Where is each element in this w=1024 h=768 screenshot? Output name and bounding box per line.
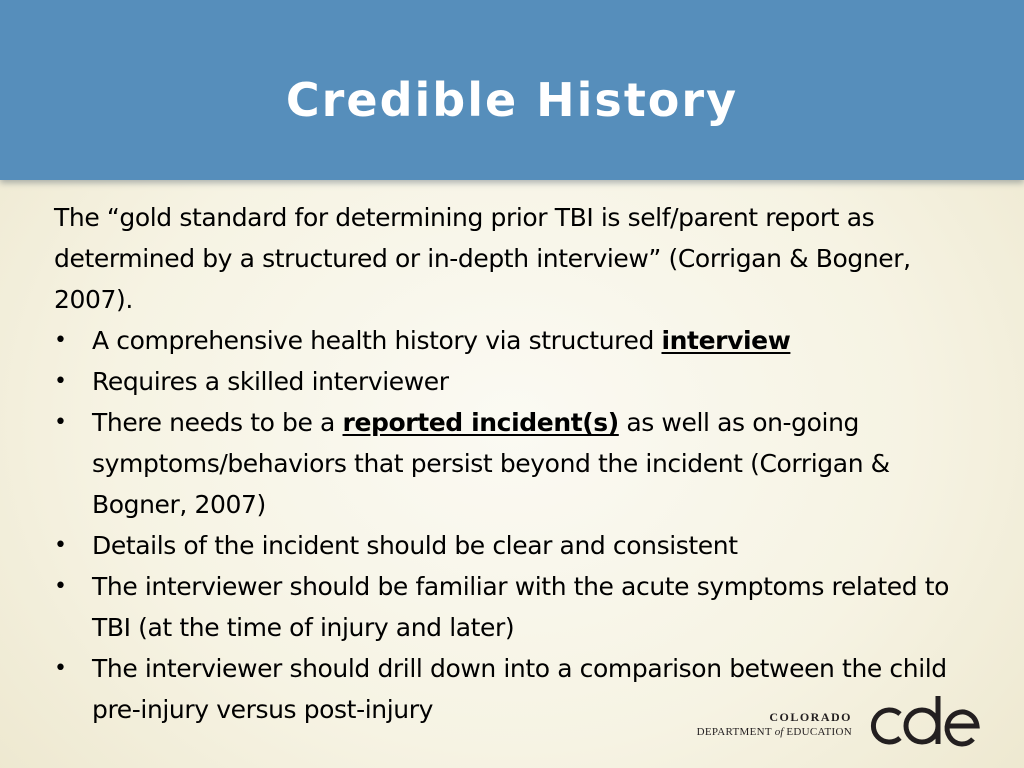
logo-wordmark	[697, 710, 852, 740]
bullet-text: There needs to be a	[92, 408, 343, 437]
bullet-item	[54, 402, 974, 525]
bullet-dot-icon: •	[54, 656, 67, 681]
bullet-dot-icon: •	[54, 533, 67, 558]
logo-department-text: DEPARTMENT	[696, 726, 775, 738]
title-bar	[0, 0, 1024, 180]
bullet-item	[54, 361, 974, 402]
bullet-emphasis: reported incident(s)	[342, 408, 619, 437]
bullet-text: A comprehensive health history via structured	[92, 326, 662, 355]
bullet-list	[54, 320, 974, 730]
bullet-dot-icon: •	[54, 369, 67, 394]
logo-of-text: of	[774, 726, 784, 738]
slide-title: Credible History	[285, 73, 739, 127]
bullet-text: The interviewer should drill down into a comparison between the child pre-injury versus post-injury	[92, 654, 947, 724]
bullet-text: Details of the incident should be clear and consistent	[92, 531, 738, 560]
bullet-emphasis: interview	[661, 326, 791, 355]
bullet-text-after: as well as on-going symptoms/behaviors that persist beyond the incident (Corrigan & Bogner, 2007)	[92, 408, 890, 519]
bullet-dot-icon: •	[54, 410, 67, 435]
bullet-dot-icon: •	[54, 574, 67, 599]
bullet-dot-icon: •	[54, 328, 67, 353]
logo-line-department	[697, 725, 852, 740]
intro-paragraph: The “gold standard for determining prior TBI is self/parent report as determined by a structured or in-depth interview” (Corrigan & Bogner, 2007).	[54, 203, 911, 314]
bullet-item	[54, 320, 974, 361]
bullet-item	[54, 566, 974, 648]
bullet-text: The interviewer should be familiar with the acute symptoms related to TBI (at the time of injury and later)	[92, 572, 950, 642]
cde-logo	[692, 692, 992, 752]
logo-line-colorado: COLORADO	[769, 710, 852, 724]
bullet-item	[54, 525, 974, 566]
slide-body	[54, 197, 974, 730]
bullet-text: Requires a skilled interviewer	[92, 367, 449, 396]
logo-education-text: EDUCATION	[783, 726, 852, 738]
cde-logo-mark-icon	[864, 694, 984, 750]
